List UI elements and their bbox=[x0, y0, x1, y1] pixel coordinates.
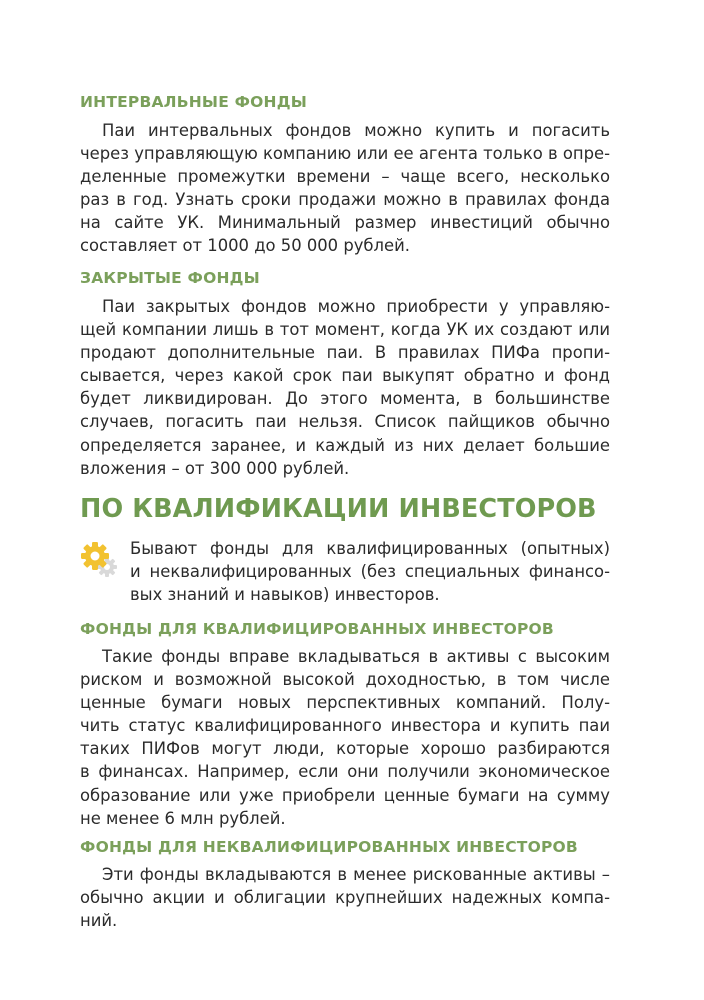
section-body-nonqualified-investors bbox=[80, 863, 610, 932]
text-line: сывается, через какой срок паи выкупят обратно и фонд bbox=[80, 366, 610, 386]
text-line: образование или уже приобрели ценные бумаги на сумму bbox=[80, 785, 610, 805]
text-line: обычно акции и облигации крупнейших надежных компа- bbox=[80, 888, 610, 908]
text-line: Эти фонды вкладываются в менее рискованные активы – bbox=[102, 865, 610, 884]
text-line: случаев, погасить паи нельзя. Список пайщиков обычно bbox=[80, 412, 610, 432]
text-line: будет ликвидирован. До этого момента, в большинстве bbox=[80, 389, 610, 409]
main-heading-investor-qualification: ПО КВАЛИФИКАЦИИ ИНВЕСТОРОВ bbox=[80, 494, 597, 524]
gears-icon bbox=[78, 538, 122, 582]
text-line: Паи закрытых фондов можно приобрести у управляю- bbox=[102, 297, 610, 316]
text-line: раз в год. Узнать сроки продажи можно в правилах фонда bbox=[80, 190, 610, 210]
text-line: определяется заранее, и каждый из них делает большие bbox=[80, 435, 610, 455]
section-heading-qualified-investors: ФОНДЫ ДЛЯ КВАЛИФИЦИРОВАННЫХ ИНВЕСТОРОВ bbox=[80, 620, 554, 638]
text-line: чить статус квалифицированного инвестора и купить паи bbox=[80, 716, 610, 736]
text-line: ценные бумаги новых перспективных компаний. Полу- bbox=[80, 693, 610, 713]
section-body-closed-funds bbox=[80, 295, 610, 480]
text-line: через управляющую компанию или ее агента только в опре- bbox=[80, 144, 610, 164]
section-heading-closed-funds: ЗАКРЫТЫЕ ФОНДЫ bbox=[80, 269, 260, 287]
text-line: риском и возможной высокой доходностью, в том числе bbox=[80, 670, 610, 690]
section-body-interval-funds bbox=[80, 119, 610, 258]
text-line: и неквалифицированных (без специальных финансо- bbox=[130, 562, 610, 582]
text-line: на сайте УК. Минимальный размер инвестиций обычно bbox=[80, 213, 610, 233]
text-line: продают дополнительные паи. В правилах ПИФа пропи- bbox=[80, 343, 610, 363]
section-heading-nonqualified-investors: ФОНДЫ ДЛЯ НЕКВАЛИФИЦИРОВАННЫХ ИНВЕСТОРОВ bbox=[80, 838, 578, 856]
text-line: щей компании лишь в тот момент, когда УК их создают или bbox=[80, 320, 610, 340]
intro-text bbox=[130, 537, 610, 606]
section-heading-interval-funds: ИНТЕРВАЛЬНЫЕ ФОНДЫ bbox=[80, 93, 307, 111]
text-line: деленные промежутки времени – чаще всего, несколько bbox=[80, 167, 610, 187]
text-line: Бывают фонды для квалифицированных (опытных) bbox=[130, 539, 610, 558]
text-line: не менее 6 млн рублей. bbox=[80, 808, 286, 828]
text-line: в финансах. Например, если они получили экономическое bbox=[80, 762, 610, 782]
text-line: вых знаний и навыков) инвесторов. bbox=[130, 585, 440, 605]
section-body-qualified-investors bbox=[80, 645, 610, 830]
text-line: Паи интервальных фондов можно купить и погасить bbox=[102, 121, 610, 140]
text-line: Такие фонды вправе вкладываться в активы с высоким bbox=[102, 647, 610, 666]
text-line: ний. bbox=[80, 911, 118, 931]
text-line: вложения – от 300 000 рублей. bbox=[80, 458, 350, 478]
text-line: таких ПИФов могут люди, которые хорошо разбираются bbox=[80, 739, 610, 759]
text-line: составляет от 1000 до 50 000 рублей. bbox=[80, 236, 410, 256]
